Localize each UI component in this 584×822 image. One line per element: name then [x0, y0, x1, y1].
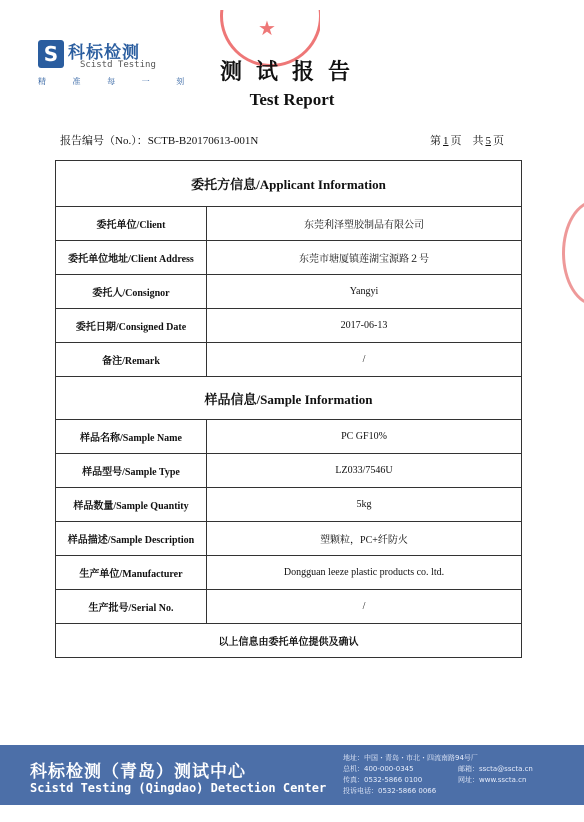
- page-suffix: 页: [493, 135, 504, 147]
- footer-website: 网址：www.sscta.cn: [458, 776, 527, 784]
- row-label: 委托日期/Consigned Date: [56, 309, 207, 342]
- page-indicator: [430, 132, 504, 148]
- footer-hotline: 总机：400-000-0345: [343, 765, 414, 773]
- footer-email: 邮箱：sscta@sscta.cn: [458, 765, 533, 773]
- footer-address: 地址：中国・青岛・市北・四流南路94号厂: [343, 754, 478, 762]
- row-label: 样品型号/Sample Type: [56, 454, 207, 487]
- seal-star-icon: ★: [258, 16, 276, 40]
- footer-banner: [0, 745, 584, 805]
- footer-contact: [343, 753, 533, 797]
- logo-name-cn: 科标检测: [68, 43, 140, 63]
- footer-name-cn: 科标检测（青岛）测试中心: [30, 762, 246, 782]
- row-label: 委托单位/Client: [56, 207, 207, 240]
- table-row: [56, 488, 521, 522]
- report-title-en: Test Report: [249, 90, 335, 109]
- row-label: 生产批号/Serial No.: [56, 590, 207, 623]
- table-row: [56, 241, 521, 275]
- table-row: [56, 275, 521, 309]
- table-row: [56, 343, 521, 377]
- footer-name-en: Scistd Testing (Qingdao) Detection Center: [30, 781, 327, 795]
- row-label: 生产单位/Manufacturer: [56, 556, 207, 589]
- row-value: PC GF10%: [341, 431, 387, 442]
- logo-slogan: 精 准 每 一 刻: [38, 77, 197, 86]
- table-row: [56, 309, 521, 343]
- page-total: 5: [485, 135, 491, 147]
- footer-fax: 传真：0532-5866 0100: [343, 776, 423, 784]
- confirmation-note: 以上信息由委托单位提供及确认: [218, 637, 359, 648]
- logo-badge: S: [38, 40, 64, 68]
- page-current: 1: [443, 135, 449, 147]
- seal-stamp-right: [562, 200, 584, 306]
- info-table: [55, 160, 522, 658]
- table-row: [56, 420, 521, 454]
- table-row: [56, 522, 521, 556]
- row-value: Yangyi: [349, 286, 379, 297]
- row-value: LZ033/7546U: [335, 465, 393, 476]
- row-value: 5kg: [356, 499, 372, 510]
- logo-name-en: Scistd Testing: [80, 60, 156, 70]
- row-label: 样品数量/Sample Quantity: [56, 488, 207, 521]
- row-label: 委托人/Consignor: [56, 275, 207, 308]
- applicant-header: 委托方信息/Applicant Information: [56, 161, 521, 207]
- row-value: 东莞利泽塑胶制品有限公司: [304, 220, 424, 231]
- report-title-cn: 测试报告: [219, 60, 364, 85]
- sample-header: 样品信息/Sample Information: [56, 377, 521, 420]
- table-row: [56, 454, 521, 488]
- row-value: Dongguan leeze plastic products co. ltd.: [283, 567, 445, 578]
- row-value: 2017-06-13: [340, 320, 388, 331]
- page-mid: 页 共: [450, 135, 484, 147]
- row-label: 样品描述/Sample Description: [56, 522, 207, 555]
- table-row: [56, 556, 521, 590]
- row-value: /: [362, 601, 366, 612]
- row-value: 塑颗粒，PC+纤防火: [320, 535, 408, 546]
- table-row: [56, 207, 521, 241]
- footer-contact-col2: [458, 764, 533, 786]
- table-row: [56, 590, 521, 624]
- report-number: 报告编号（No.）：SCTB-B20170613-001N: [60, 135, 259, 147]
- row-value: 东莞市塘厦镇莲湖宝源路２号: [299, 254, 429, 265]
- page-prefix: 第: [430, 135, 441, 147]
- row-label: 样品名称/Sample Name: [56, 420, 207, 453]
- row-label: 备注/Remark: [56, 343, 207, 376]
- row-value: /: [362, 354, 366, 365]
- row-label: 委托单位地址/Client Address: [56, 241, 207, 274]
- footer-complaint: 投诉电话：0532-5866 0066: [343, 787, 437, 795]
